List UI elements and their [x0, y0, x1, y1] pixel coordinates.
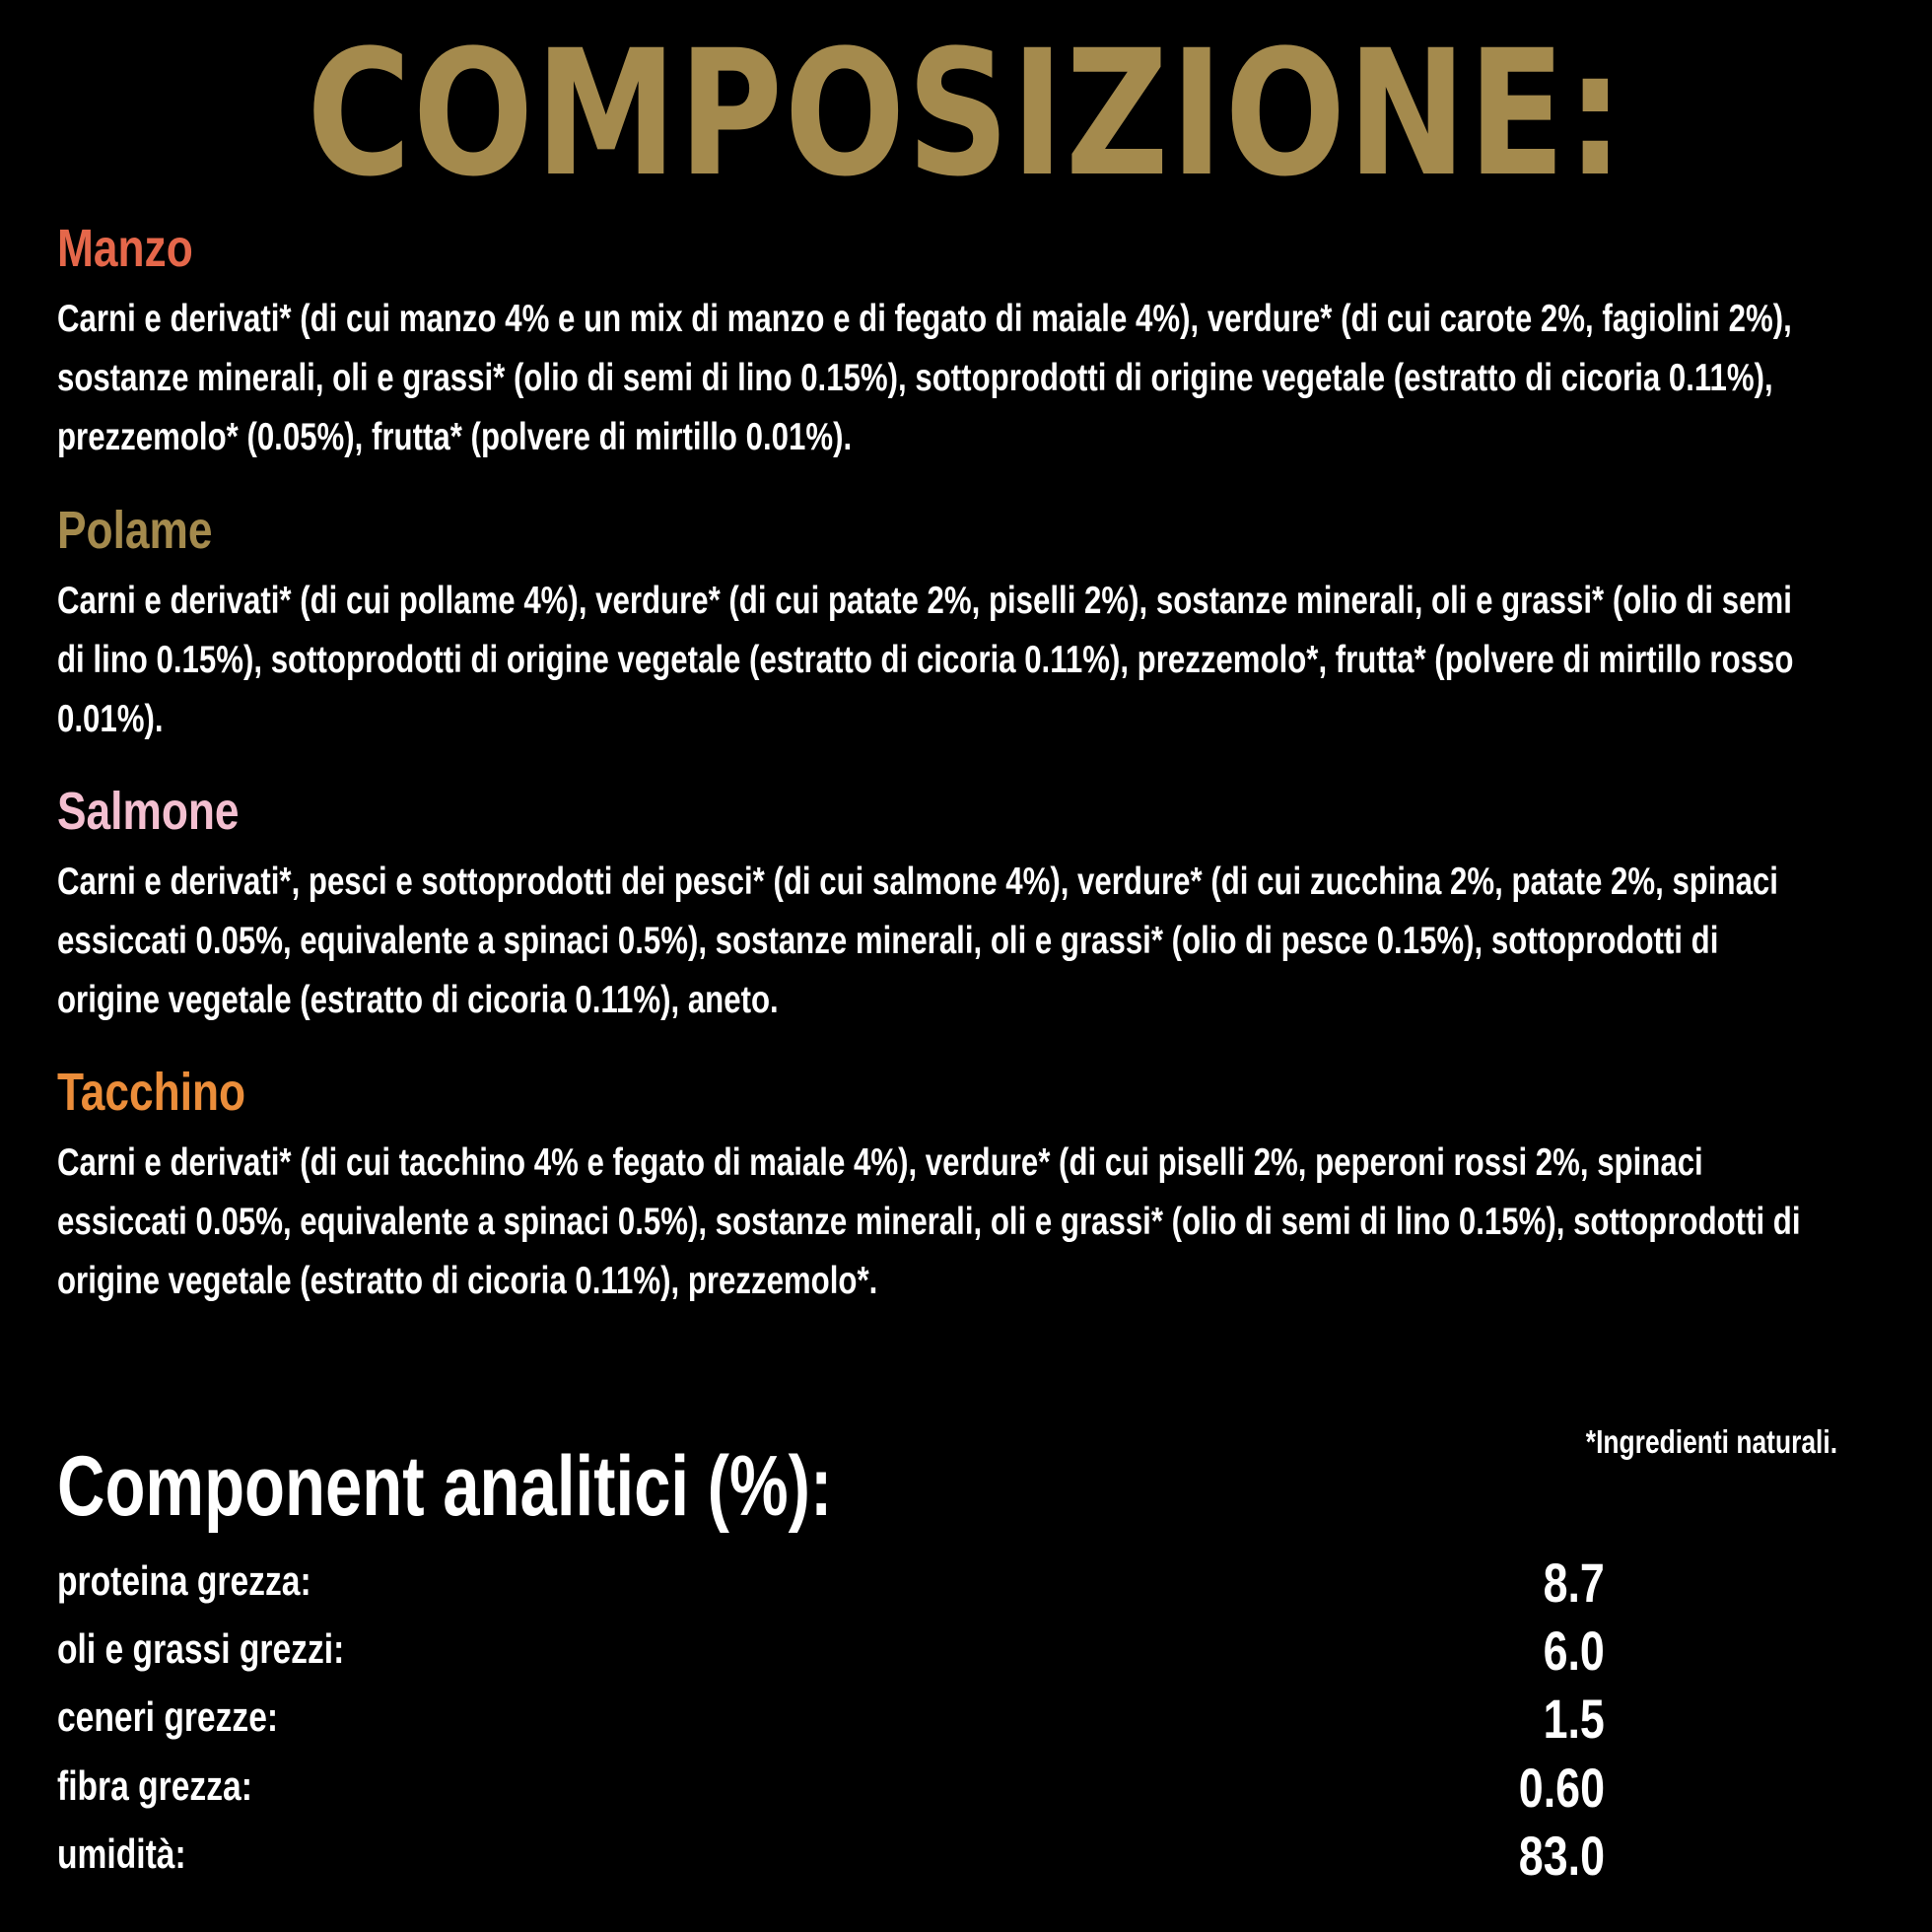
analytic-value: 8.7 — [1543, 1552, 1605, 1614]
section-heading-polame: Polame — [57, 501, 213, 560]
analytic-label: umidità: — [57, 1830, 186, 1877]
analytic-row — [57, 1552, 1605, 1614]
analytic-row — [57, 1825, 1605, 1887]
analytic-value: 0.60 — [1518, 1757, 1605, 1819]
section-text-polame: Carni e derivati* (di cui pollame 4%), verdure* (di cui patate 2%, piselli 2%), sostanze minerali, oli e grassi* (olio di semi di lino 0.15%), sottoprodotti di origine vegetale (estratto di cicoria 0.11%), prezzemolo*, frutta* (polvere di mirtillo rosso 0.01%). — [57, 580, 1794, 740]
section-text-tacchino: Carni e derivati* (di cui tacchino 4% e fegato di maiale 4%), verdure* (di cui piselli 2%, peperoni rossi 2%, spinaci essiccati 0.05%, equivalente a spinaci 0.5%), sostanze minerali, oli e grassi* (olio di semi di lino 0.15%), sottoprodotti di origine vegetale (estratto di cicoria 0.11%), prezzemolo*. — [57, 1141, 1801, 1302]
analytic-label: ceneri grezze: — [57, 1693, 279, 1740]
page-title: COMPOSIZIONE: — [307, 13, 1625, 215]
section-text-manzo: Carni e derivati* (di cui manzo 4% e un mix di manzo e di fegato di maiale 4%), verdure* (di cui carote 2%, fagiolini 2%), sostanze minerali, oli e grassi* (olio di semi di lino 0.15%), sottoprodotti di origine vegetale (estratto di cicoria 0.11%), prezzemolo* (0.05%), frutta* (polvere di mirtillo 0.01%). — [57, 298, 1792, 458]
section-heading-tacchino: Tacchino — [57, 1063, 246, 1122]
analytic-value: 83.0 — [1518, 1825, 1605, 1887]
analytic-row — [57, 1688, 1605, 1750]
section-text-salmone: Carni e derivati*, pesci e sottoprodotti dei pesci* (di cui salmone 4%), verdure* (di cui zucchina 2%, patate 2%, spinaci essiccati 0.05%, equivalente a spinaci 0.5%), sostanze minerali, oli e grassi* (olio di pesce 0.15%), sottoprodotti di origine vegetale (estratto di cicoria 0.11%), aneto. — [57, 861, 1778, 1021]
section-heading-manzo: Manzo — [57, 219, 193, 278]
analytic-value: 1.5 — [1543, 1688, 1605, 1750]
analytic-row — [57, 1620, 1605, 1682]
section-heading-salmone: Salmone — [57, 782, 240, 841]
analytic-label: proteina grezza: — [57, 1557, 311, 1604]
analytic-title: Component analitici (%): — [57, 1439, 833, 1534]
section-salmone — [57, 782, 1900, 1030]
analytic-row — [57, 1757, 1605, 1819]
analytic-value: 6.0 — [1543, 1620, 1605, 1682]
footnote: *Ingredienti naturali. — [1585, 1423, 1837, 1460]
analytic-label: fibra grezza: — [57, 1762, 252, 1809]
analytic-label: oli e grassi grezzi: — [57, 1625, 345, 1672]
section-tacchino — [57, 1063, 1900, 1311]
section-polame — [57, 501, 1900, 749]
section-manzo — [57, 219, 1900, 467]
